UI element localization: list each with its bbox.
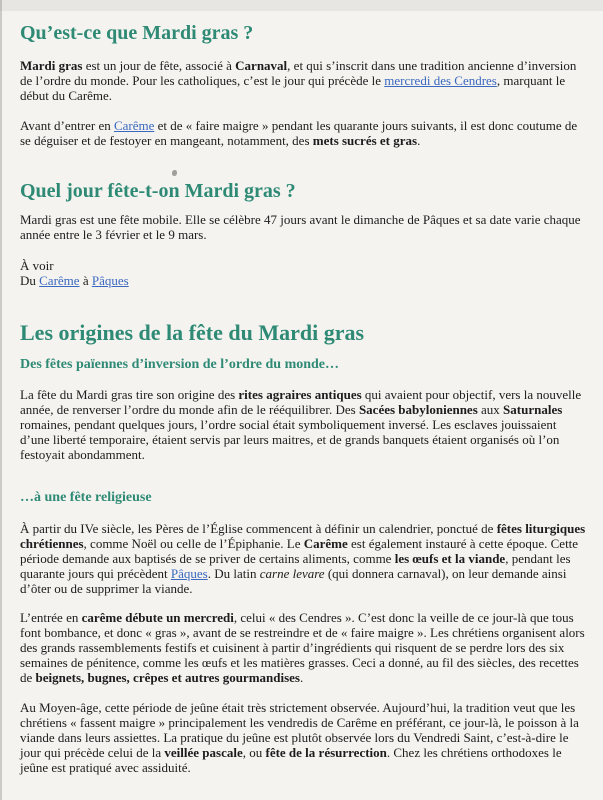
bold-text: Sacées babyloniennes [358,402,478,417]
heading-origines: Les origines de la fête du Mardi gras [20,320,365,345]
text-run: . [299,670,304,685]
text-run: , ou [242,745,266,760]
bold-text: fêtes liturgiques chrétiennes [20,521,586,551]
bold-text: carême débute un mercredi [81,610,234,625]
text-run: , et qui s’inscrit dans une tradition ancienne d’inversion de l’ordre du monde. Pour les catholiques, c’est le jour qui précède le [20,58,577,88]
text-run: à [79,273,92,288]
heading-what-is-mardi-gras: Qu’est-ce que Mardi gras ? [20,22,254,44]
text-run: L’entrée en [20,610,82,625]
subheading-fetes-paiennes: Des fêtes païennes d’inversion de l’ordre du monde… [20,357,340,372]
inline-link[interactable]: Pâques [91,273,129,288]
paragraph-origines-paiennes [20,387,588,462]
bold-text: veillée pascale [164,745,243,760]
text-run: . Du latin [207,566,260,581]
text-run: est également instauré à cette époque. Cette période demande aux baptisés de se priver de certains aliments, comme [20,536,579,566]
paragraph-moyen-age [20,700,588,775]
text-run: Au Moyen-âge, cette période de jeûne était très strictement observée. Aujourd’hui, la tradition veut que les chrétiens « fassent maigre » principalement les vendredis de Carême en préférant, ce jour-là, le poisson à la viande dans leurs assiettes. La pratique du jeûne est plutôt observée lors du Vendredi Saint, c’est-à-dire le jour qui précède celui de la [20,700,579,760]
text-run: , marquant le début du Carême. [20,73,566,103]
text-run: Du [20,273,40,288]
text-run: À partir du IVe siècle, les Pères de l’Église commencent à définir un calendrier, ponctué de [20,521,497,536]
text-run: aux [477,402,504,417]
inline-link[interactable]: Carême [39,273,80,288]
text-run: , comme Noël ou celle de l’Épiphanie. Le [83,536,304,551]
text-run: , celui « des Cendres ». C’est donc la veille de ce jour-là que tous font bombance, et donc « gras », avant de se restreindre et de « faire maigre ». Les chrétiens organisent alors des grands rassemblements festifs et cuisinent à partir d’ingrédients qui risquent de se perdre lors des six semaines de pénitence, comme les œufs et les matières grasses. Ceci a donné, au fil des siècles, des recettes de [20,610,585,685]
text-run: romaines, pendant quelques jours, l’ordre social était symboliquement inversé. Les esclaves jouissaient d’une liberté temporaire, étaient servis par leurs maitres, et de grands banquets étaient organisés où l’on festoyait abondamment. [20,417,560,462]
inline-link[interactable]: Pâques [170,566,208,581]
bold-text: fête de la résurrection [265,745,387,760]
paragraph-calendrier-chretien [20,521,588,596]
text-run: La fête du Mardi gras tire son origine des [20,387,239,402]
text-run: est un jour de fête, associé à [82,58,236,73]
subheading-fete-religieuse: …à une fête religieuse [20,490,152,505]
bold-text: mets sucrés et gras [312,133,418,148]
text-run: (qui donnera carnaval), on leur demande ainsi d’ôter ou de supprimer la viande. [20,566,567,596]
heading-quel-jour: Quel jour fête-t-on Mardi gras ? [20,180,296,202]
bold-text: rites agraires antiques [238,387,362,402]
text-run: qui avaient pour objectif, vers la nouvelle année, de renverser l’ordre du monde afin de le rééquilibrer. Des [20,387,582,417]
text-run: . [417,133,421,148]
text-run: . Chez les chrétiens orthodoxes le jeûne est pratiqué avec assiduité. [20,745,562,775]
paragraph-avant-careme [20,118,588,148]
bold-text: beignets, bugnes, crêpes et autres gourmandises [35,670,300,685]
italic-text: carne levare [259,566,325,581]
bold-text: les œufs et la viande [394,551,506,566]
bold-text: Mardi gras [20,58,83,73]
bold-text: Carnaval [235,58,288,73]
paragraph-fete-mobile [20,212,588,242]
see-also-block [20,258,588,288]
paragraph-intro [20,58,588,103]
text-run: et de « faire maigre » pendant les quarante jours suivants, il est donc coutume de se déguiser et de festoyer en mangeant, notamment, des [20,118,578,148]
text-run: Mardi gras est une fête mobile. Elle se célèbre 47 jours avant le dimanche de Pâques et sa date varie chaque année entre le 3 février et le 9 mars. [20,212,581,242]
paragraph-entree-careme [20,610,588,685]
text-run: Avant d’entrer en [20,118,114,133]
bold-text: Saturnales [503,402,563,417]
see-also-label: À voir [20,258,54,273]
see-also-links [20,273,588,288]
bold-text: Carême [303,536,348,551]
text-run: , pendant les quarante jours qui précèdent [20,551,571,581]
inline-link[interactable]: mercredi des Cendres [384,73,497,88]
inline-link[interactable]: Carême [113,118,155,133]
